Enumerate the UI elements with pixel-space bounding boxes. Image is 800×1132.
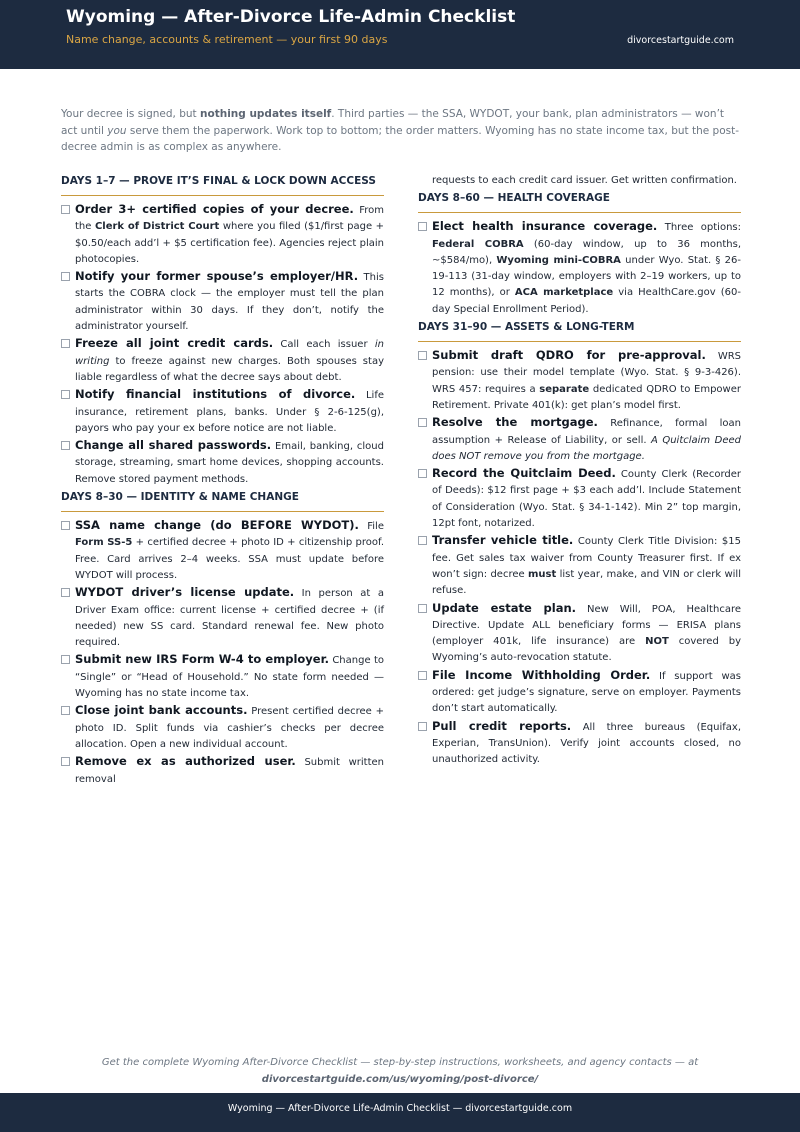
page-footer [0, 1093, 800, 1132]
checklist-item: Change all shared passwords. Email, banking, cloud storage, streaming, smart home devices, shopping accounts. Remove stored payment methods. [61, 437, 384, 488]
page-header [0, 0, 800, 69]
checklist-item: Submit new IRS Form W-4 to employer. Change to “Single” or “Head of Household.” No state form needed — Wyoming has no state income tax. [61, 651, 384, 702]
checkbox-icon[interactable] [61, 521, 70, 530]
checkbox-icon[interactable] [61, 441, 70, 450]
checklist-item-continued: requests to each credit card issuer. Get written confirmation. [432, 175, 737, 186]
checkbox-icon[interactable] [418, 418, 427, 427]
checklist-item: Freeze all joint credit cards. Call each issuer in writing to freeze against new charges. Both spouses stay liable regardless of what the decree says about debt. [61, 335, 384, 386]
footer-url-link[interactable]: divorcestartguide.com/us/wyoming/post-divorce/ [261, 1073, 539, 1085]
right-column [418, 173, 741, 769]
intro-paragraph: Your decree is signed, but nothing updates itself. Third parties — the SSA, WYDOT, your bank, plan administrators — won’t act until you serve them the paperwork. Work top to bottom; the order matters. Wyoming has no state income tax, but the post-decree admin is as complex as anywhere. [61, 108, 740, 153]
checkbox-icon[interactable] [418, 469, 427, 478]
checklist-item: Elect health insurance coverage. Three options: Federal COBRA (60-day window, up to 36 months, ~$584/mo), Wyoming mini-COBRA under Wyo. Stat. § 26-19-113 (31-day window, employers with 2–19 workers, up to 12 months), or ACA marketplace via HealthCare.gov (60-day Special Enrollment Period). [418, 218, 741, 318]
checkbox-icon[interactable] [61, 339, 70, 348]
checklist-item: Order 3+ certified copies of your decree. From the Clerk of District Court where you filed ($1/first page + $0.50/each add’l + $5 certification fee). Agencies reject plain photocopies. [61, 201, 384, 268]
checklist-item: SSA name change (do BEFORE WYDOT). File Form SS-5 + certified decree + photo ID + citizenship proof. Free. Card arrives 2–4 weeks. SSA must update before WYDOT will process. [61, 517, 384, 584]
checkbox-icon[interactable] [61, 390, 70, 399]
section-heading-days-8-60: DAYS 8–60 — HEALTH COVERAGE [418, 192, 741, 213]
checklist-item: Remove ex as authorized user. Submit written removal [61, 753, 384, 788]
checkbox-icon[interactable] [418, 671, 427, 680]
checkbox-icon[interactable] [418, 604, 427, 613]
checklist-item: Close joint bank accounts. Present certified decree + photo ID. Split funds via cashier’s checks per decree allocation. Open a new individual account. [61, 702, 384, 753]
footer-note [60, 1055, 740, 1088]
checkbox-icon[interactable] [418, 351, 427, 360]
checklist-item: Notify your former spouse’s employer/HR. This starts the COBRA clock — the employer must tell the plan administrator within 30 days. If they don’t, notify the administrator yourself. [61, 268, 384, 335]
section-heading-days-8-30: DAYS 8–30 — IDENTITY & NAME CHANGE [61, 491, 384, 512]
checklist-item: Submit draft QDRO for pre-approval. WRS pension: use their model template (Wyo. Stat. § 9-3-426). WRS 457: requires a separate dedicated QDRO to Empower Retirement. Private 401(k): get plan’s model first. [418, 347, 741, 414]
section-heading-days-1-7: DAYS 1–7 — PROVE IT’S FINAL & LOCK DOWN ACCESS [61, 175, 384, 196]
checkbox-icon[interactable] [61, 205, 70, 214]
checkbox-icon[interactable] [61, 588, 70, 597]
checkbox-icon[interactable] [418, 222, 427, 231]
checklist-item: File Income Withholding Order. If support was ordered: get judge’s signature, serve on employer. Payments don’t start automatically. [418, 667, 741, 718]
checklist-item: Record the Quitclaim Deed. County Clerk (Recorder of Deeds): $12 first page + $3 each add’l. Include Statement of Consideration (Wyo. Stat. § 34-1-142). Min 2” top margin, 12pt font, notarized. [418, 465, 741, 532]
checkbox-icon[interactable] [418, 722, 427, 731]
left-column [61, 173, 384, 788]
checkbox-icon[interactable] [61, 272, 70, 281]
header-site-link[interactable]: divorcestartguide.com [627, 35, 734, 46]
checkbox-icon[interactable] [418, 536, 427, 545]
page-title: Wyoming — After-Divorce Life-Admin Checklist [66, 7, 516, 27]
checklist-item: Resolve the mortgage. Refinance, formal loan assumption + Release of Liability, or sell. A Quitclaim Deed does NOT remove you from the mortgage. [418, 414, 741, 465]
checkbox-icon[interactable] [61, 757, 70, 766]
footer-note-text: Get the complete Wyoming After-Divorce Checklist — step-by-step instructions, worksheets, and agency contacts — at [101, 1057, 699, 1068]
checklist-item: Pull credit reports. All three bureaus (Equifax, Experian, TransUnion). Verify joint accounts closed, no unauthorized activity. [418, 718, 741, 769]
section-heading-days-31-90: DAYS 31–90 — ASSETS & LONG-TERM [418, 321, 741, 342]
checklist-item: Update estate plan. New Will, POA, Healthcare Directive. Update ALL beneficiary forms — ERISA plans (employer 401k, life insurance) are NOT covered by Wyoming’s auto-revocation statute. [418, 600, 741, 667]
page-subtitle: Name change, accounts & retirement — your first 90 days [66, 33, 388, 46]
checkbox-icon[interactable] [61, 655, 70, 664]
checkbox-icon[interactable] [61, 706, 70, 715]
checklist-item: WYDOT driver’s license update. In person at a Driver Exam office: current license + certified decree + (if needed) new SS card. Standard renewal fee. New photo required. [61, 584, 384, 651]
checklist-item: Transfer vehicle title. County Clerk Title Division: $15 fee. Get sales tax waiver from County Treasurer first. If ex won’t sign: decree must list year, make, and VIN or clerk will refuse. [418, 532, 741, 599]
footer-bar-text: Wyoming — After-Divorce Life-Admin Checklist — divorcestartguide.com [227, 1103, 573, 1114]
checklist-item: Notify financial institutions of divorce. Life insurance, retirement plans, banks. Under § 2-6-125(g), payors who pay your ex before notice are not liable. [61, 386, 384, 437]
